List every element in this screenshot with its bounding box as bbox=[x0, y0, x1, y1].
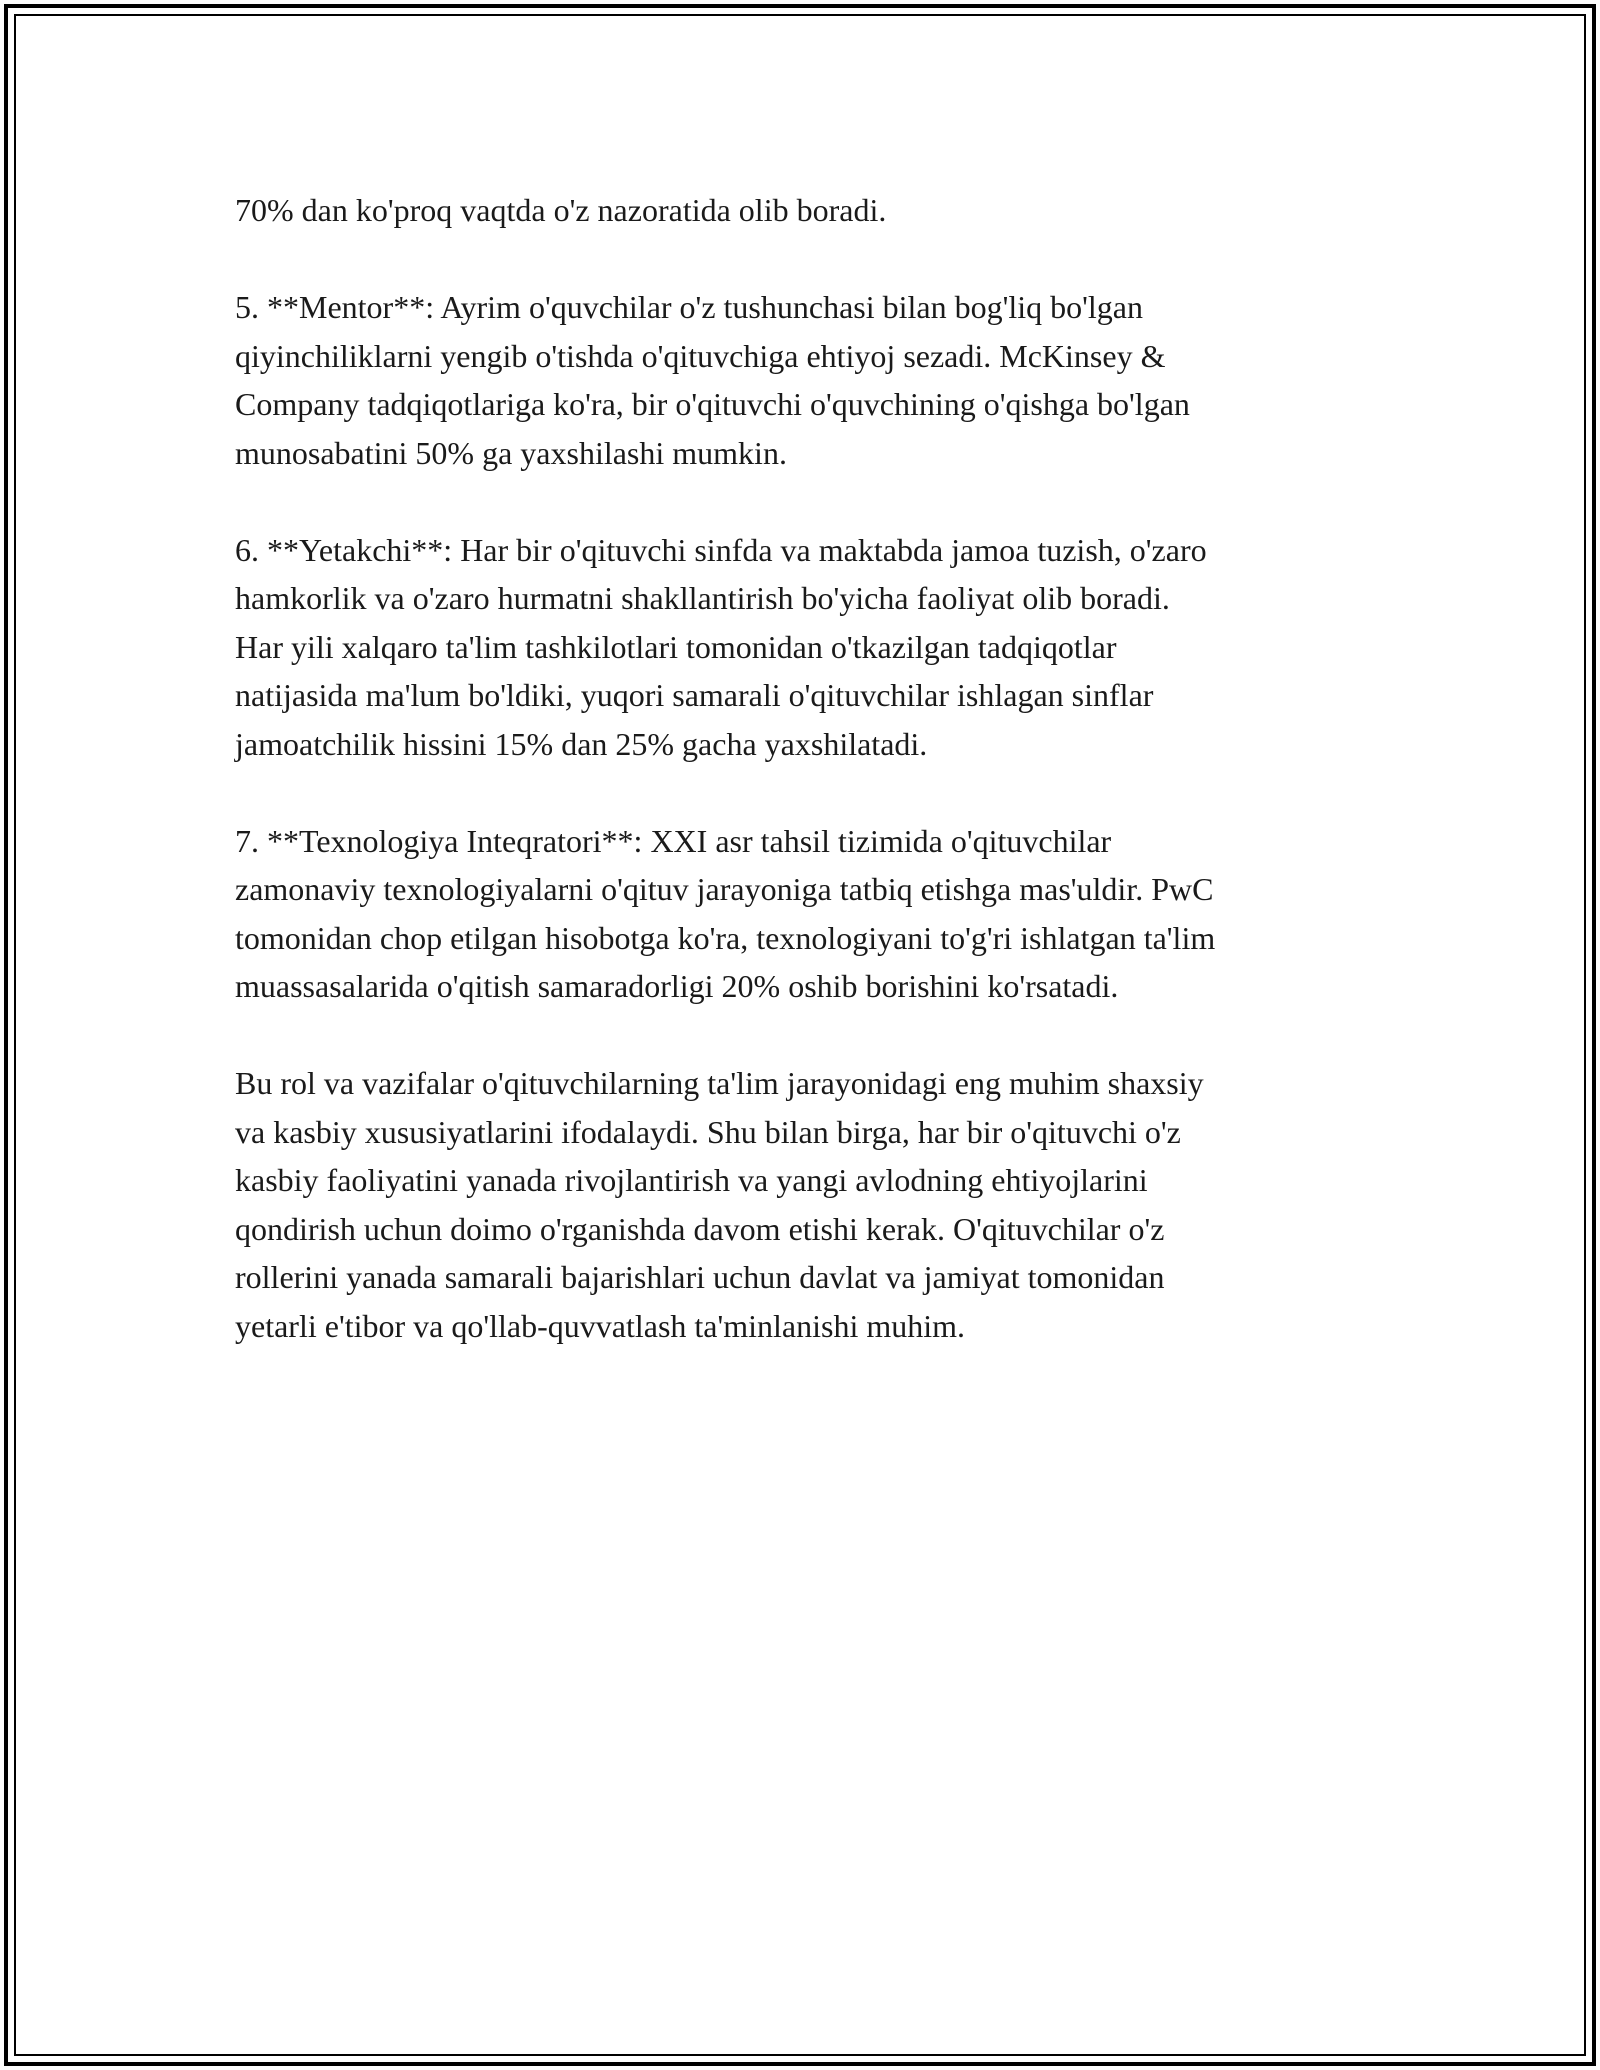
text-line: rollerini yanada samarali bajarishlari uchun davlat va jamiyat tomonidan bbox=[235, 1259, 1165, 1295]
text-line: 70% dan ko'proq vaqtda o'z nazoratida olib boradi. bbox=[235, 192, 887, 228]
text-line: 7. **Texnologiya Inteqratori**: XXI asr tahsil tizimida o'qituvchilar bbox=[235, 822, 1112, 859]
text-line: 5. **Mentor**: Ayrim o'quvchilar o'z tushunchasi bilan bog'liq bo'lgan bbox=[235, 289, 1143, 325]
paragraph-conclusion bbox=[235, 1059, 1375, 1350]
paragraph-mentor bbox=[235, 283, 1375, 477]
text-line: hamkorlik va o'zaro hurmatni shakllantirish bo'yicha faoliyat olib boradi. bbox=[235, 580, 1170, 616]
paragraph-yetakchi bbox=[235, 526, 1375, 769]
text-line: Bu rol va vazifalar o'qituvchilarning ta'lim jarayonidagi eng muhim shaxsiy bbox=[235, 1065, 1204, 1101]
text-line: munosabatini 50% ga yaxshilashi mumkin. bbox=[235, 434, 787, 471]
text-line: tomonidan chop etilgan hisobotga ko'ra, texnologiyani to'g'ri ishlatgan ta'lim bbox=[235, 919, 1216, 956]
text-line: natijasida ma'lum bo'ldiki, yuqori samarali o'qituvchilar ishlagan sinflar bbox=[235, 677, 1154, 713]
text-line: qiyinchiliklarni yengib o'tishda o'qituvchiga ehtiyoj sezadi. McKinsey & bbox=[235, 337, 1166, 374]
text-line: Har yili xalqaro ta'lim tashkilotlari tomonidan o'tkazilgan tadqiqotlar bbox=[235, 628, 1117, 665]
text-line: qondirish uchun doimo o'rganishda davom etishi kerak. O'qituvchilar o'z bbox=[235, 1210, 1165, 1247]
text-line: va kasbiy xususiyatlarini ifodalaydi. Shu bilan birga, har bir o'qituvchi o'z bbox=[235, 1113, 1181, 1150]
document-body bbox=[235, 186, 1375, 1399]
text-line: jamoatchilik hissini 15% dan 25% gacha yaxshilatadi. bbox=[235, 725, 928, 762]
text-line: zamonaviy texnologiyalarni o'qituv jarayoniga tatbiq etishga mas'uldir. PwC bbox=[235, 871, 1214, 907]
text-line: yetarli e'tibor va qo'llab-quvvatlash ta'minlanishi muhim. bbox=[235, 1307, 966, 1344]
text-line: kasbiy faoliyatini yanada rivojlantirish va yangi avlodning ehtiyojlarini bbox=[235, 1162, 1148, 1198]
text-line: muassasalarida o'qitish samaradorligi 20% oshib borishini ko'rsatadi. bbox=[235, 968, 1119, 1004]
text-line: Company tadqiqotlariga ko'ra, bir o'qituvchi o'quvchining o'qishga bo'lgan bbox=[235, 386, 1190, 422]
paragraph-texnologiya bbox=[235, 817, 1375, 1011]
text-line: 6. **Yetakchi**: Har bir o'qituvchi sinfda va maktabda jamoa tuzish, o'zaro bbox=[235, 531, 1207, 568]
paragraph-continuation bbox=[235, 186, 1375, 235]
